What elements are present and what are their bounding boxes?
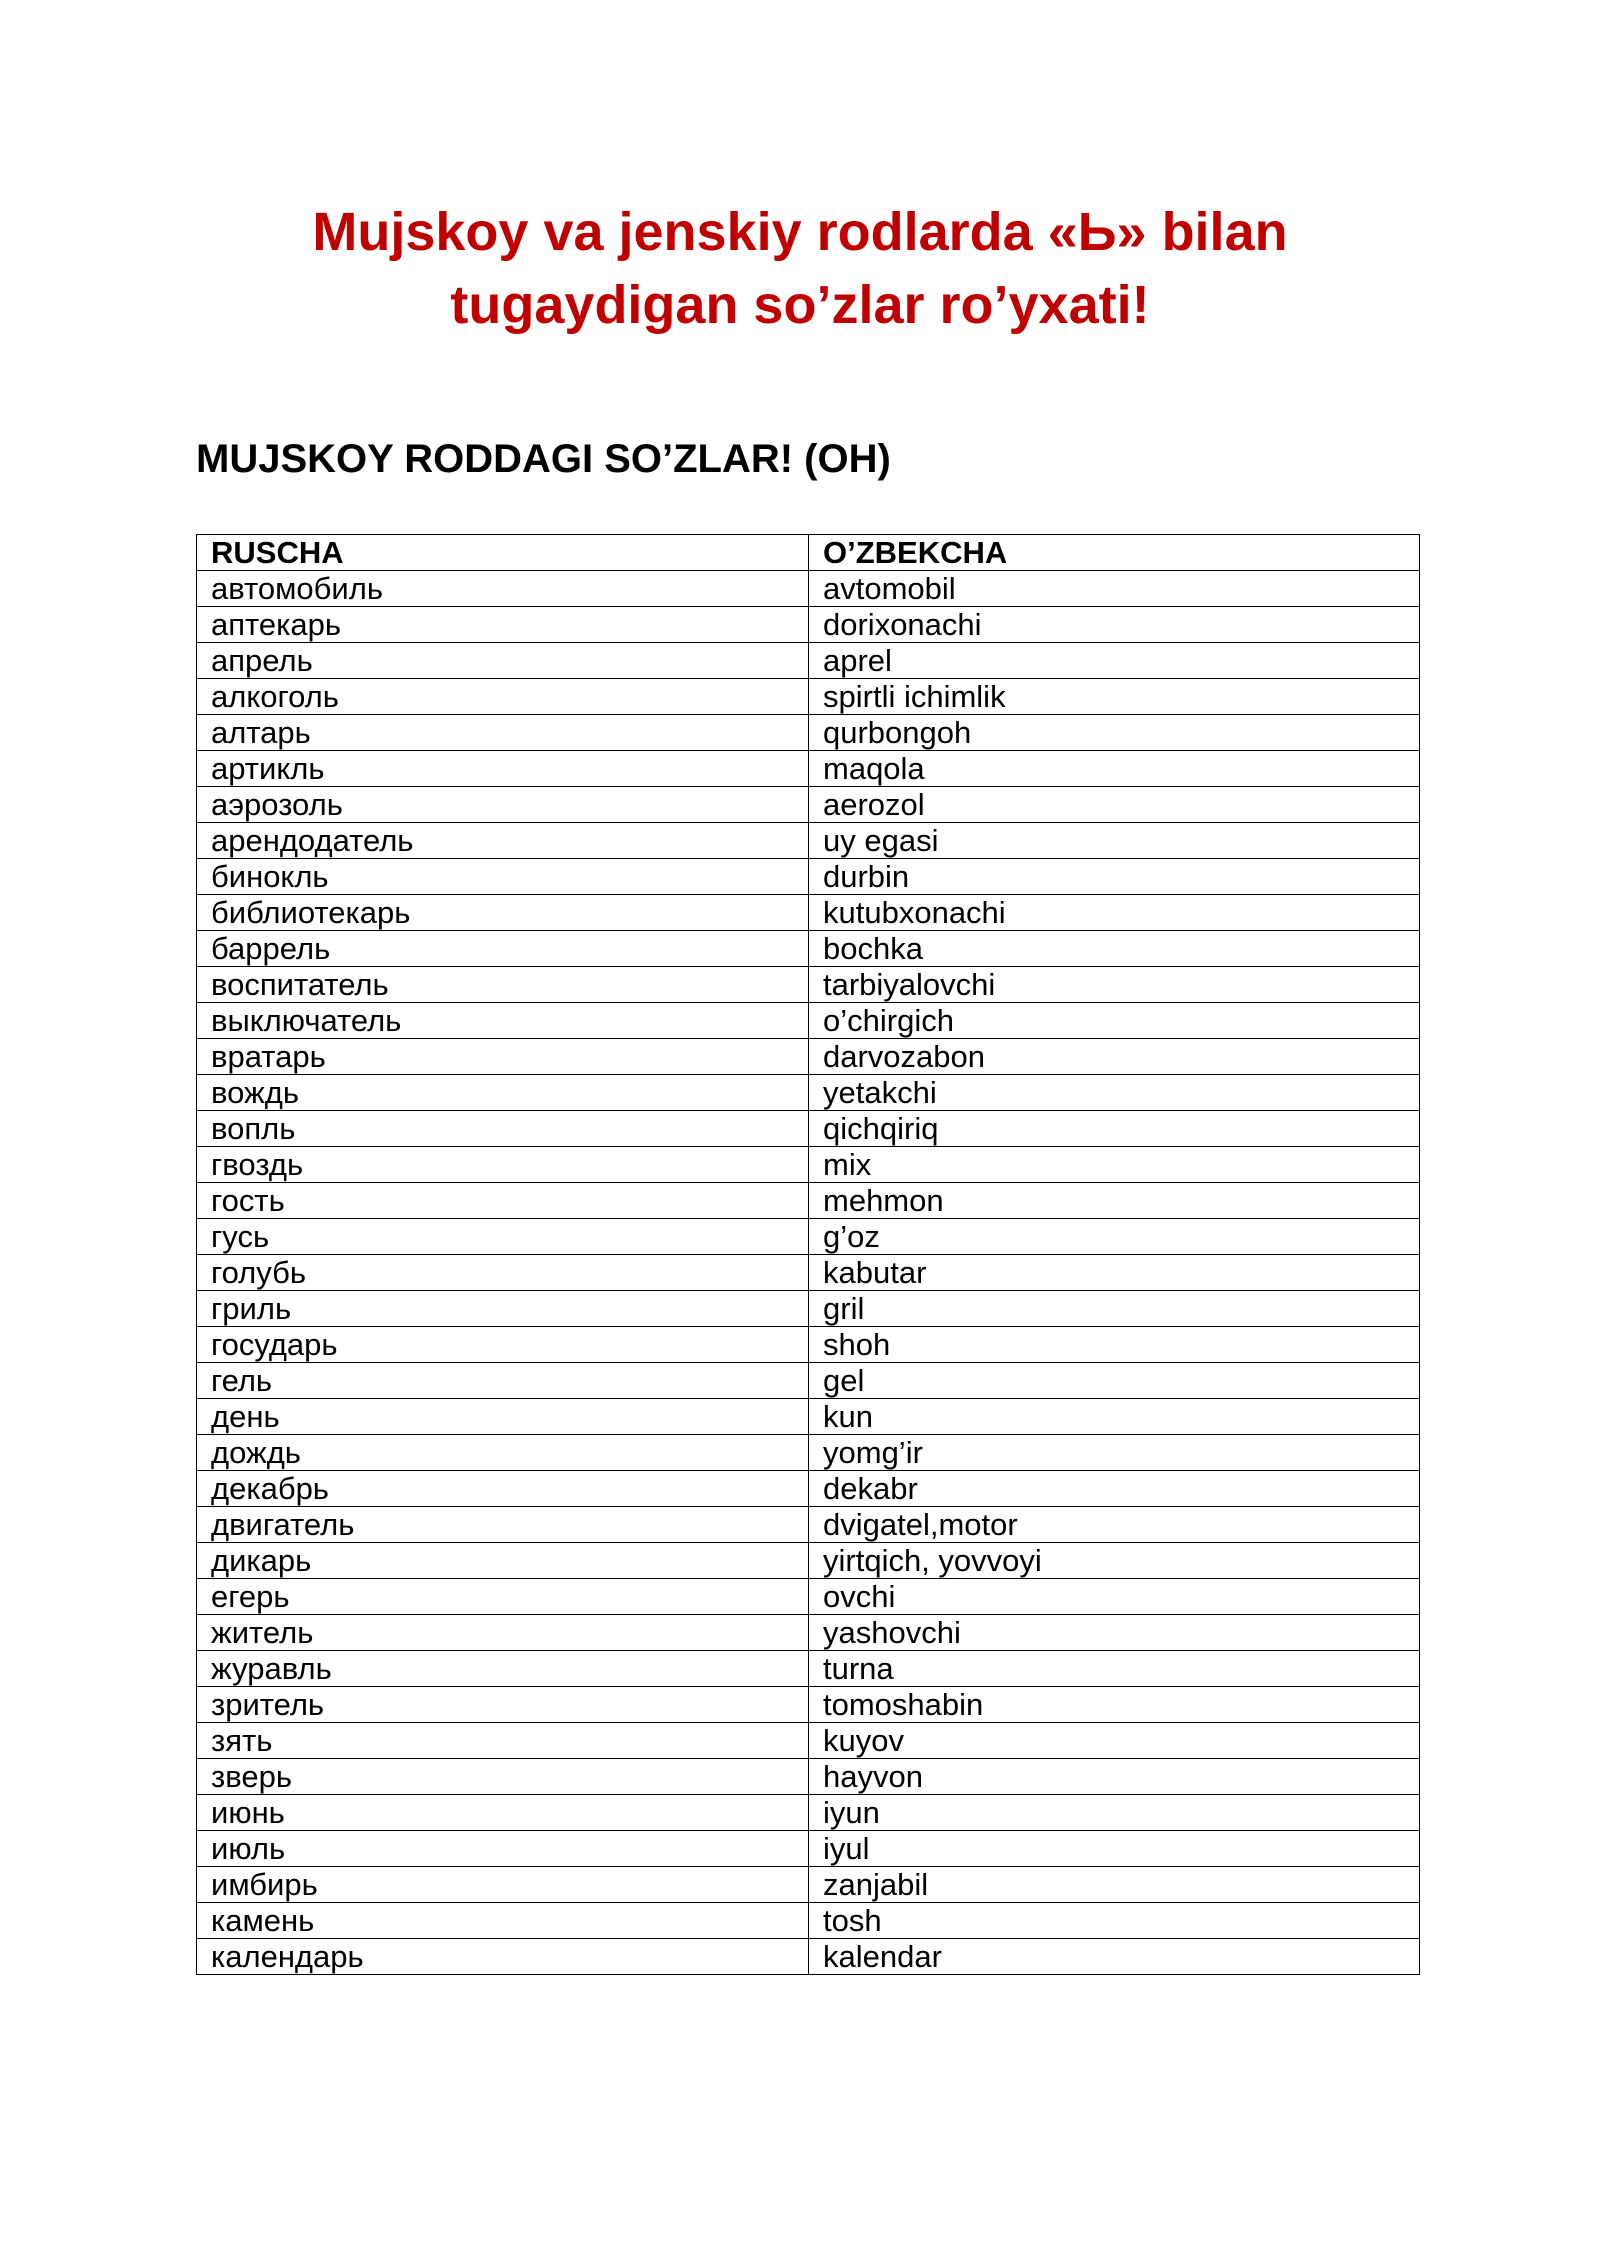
page-title	[196, 196, 1404, 342]
uzbek-word-cell: shoh	[809, 1327, 1420, 1363]
uzbek-word-cell: avtomobil	[809, 571, 1420, 607]
uzbek-word-cell: dvigatel,motor	[809, 1507, 1420, 1543]
russian-word-cell: аэрозоль	[197, 787, 809, 823]
uzbek-word-cell: yirtqich, yovvoyi	[809, 1543, 1420, 1579]
uzbek-word-cell: tomoshabin	[809, 1687, 1420, 1723]
table-row	[197, 1759, 1420, 1795]
uzbek-word-cell: maqola	[809, 751, 1420, 787]
table-row	[197, 823, 1420, 859]
uzbek-word-cell: darvozabon	[809, 1039, 1420, 1075]
russian-word-cell: дождь	[197, 1435, 809, 1471]
table-row	[197, 1291, 1420, 1327]
russian-word-cell: автомобиль	[197, 571, 809, 607]
table-row	[197, 1651, 1420, 1687]
table-row	[197, 643, 1420, 679]
table-row	[197, 1723, 1420, 1759]
table-row	[197, 1939, 1420, 1975]
uzbek-word-cell: kuyov	[809, 1723, 1420, 1759]
column-header-uzbek: O’ZBEKCHA	[809, 535, 1420, 571]
russian-word-cell: зритель	[197, 1687, 809, 1723]
title-line-2: tugaydigan so’zlar ro’yxati!	[450, 275, 1150, 335]
uzbek-word-cell: aprel	[809, 643, 1420, 679]
russian-word-cell: июнь	[197, 1795, 809, 1831]
table-row	[197, 1435, 1420, 1471]
uzbek-word-cell: o’chirgich	[809, 1003, 1420, 1039]
russian-word-cell: зверь	[197, 1759, 809, 1795]
russian-word-cell: день	[197, 1399, 809, 1435]
russian-word-cell: житель	[197, 1615, 809, 1651]
column-header-russian: RUSCHA	[197, 535, 809, 571]
uzbek-word-cell: yashovchi	[809, 1615, 1420, 1651]
title-line-1: Mujskoy va jenskiy rodlarda «Ь» bilan	[312, 202, 1288, 262]
russian-word-cell: вопль	[197, 1111, 809, 1147]
uzbek-word-cell: yetakchi	[809, 1075, 1420, 1111]
table-row	[197, 1219, 1420, 1255]
uzbek-word-cell: tarbiyalovchi	[809, 967, 1420, 1003]
russian-word-cell: аптекарь	[197, 607, 809, 643]
uzbek-word-cell: qichqiriq	[809, 1111, 1420, 1147]
russian-word-cell: гость	[197, 1183, 809, 1219]
russian-word-cell: имбирь	[197, 1867, 809, 1903]
uzbek-word-cell: spirtli ichimlik	[809, 679, 1420, 715]
table-header-row	[197, 535, 1420, 571]
table-row	[197, 1795, 1420, 1831]
word-table	[196, 534, 1420, 1975]
uzbek-word-cell: kalendar	[809, 1939, 1420, 1975]
table-row	[197, 1147, 1420, 1183]
russian-word-cell: алкоголь	[197, 679, 809, 715]
uzbek-word-cell: gril	[809, 1291, 1420, 1327]
russian-word-cell: апрель	[197, 643, 809, 679]
table-row	[197, 1255, 1420, 1291]
uzbek-word-cell: yomg’ir	[809, 1435, 1420, 1471]
uzbek-word-cell: durbin	[809, 859, 1420, 895]
russian-word-cell: вратарь	[197, 1039, 809, 1075]
uzbek-word-cell: bochka	[809, 931, 1420, 967]
table-row	[197, 967, 1420, 1003]
table-row	[197, 1867, 1420, 1903]
table-row	[197, 1183, 1420, 1219]
table-row	[197, 679, 1420, 715]
table-row	[197, 895, 1420, 931]
table-row	[197, 1003, 1420, 1039]
table-row	[197, 1579, 1420, 1615]
uzbek-word-cell: gel	[809, 1363, 1420, 1399]
russian-word-cell: двигатель	[197, 1507, 809, 1543]
table-row	[197, 1399, 1420, 1435]
table-row	[197, 1363, 1420, 1399]
uzbek-word-cell: aerozol	[809, 787, 1420, 823]
russian-word-cell: выключатель	[197, 1003, 809, 1039]
table-row	[197, 787, 1420, 823]
table-row	[197, 1327, 1420, 1363]
russian-word-cell: июль	[197, 1831, 809, 1867]
table-row	[197, 1687, 1420, 1723]
russian-word-cell: голубь	[197, 1255, 809, 1291]
russian-word-cell: журавль	[197, 1651, 809, 1687]
uzbek-word-cell: ovchi	[809, 1579, 1420, 1615]
table-row	[197, 931, 1420, 967]
table-row	[197, 1471, 1420, 1507]
uzbek-word-cell: mehmon	[809, 1183, 1420, 1219]
table-row	[197, 1615, 1420, 1651]
table-row	[197, 1903, 1420, 1939]
russian-word-cell: воспитатель	[197, 967, 809, 1003]
russian-word-cell: государь	[197, 1327, 809, 1363]
russian-word-cell: гвоздь	[197, 1147, 809, 1183]
table-row	[197, 1831, 1420, 1867]
uzbek-word-cell: dekabr	[809, 1471, 1420, 1507]
russian-word-cell: вождь	[197, 1075, 809, 1111]
uzbek-word-cell: g’oz	[809, 1219, 1420, 1255]
uzbek-word-cell: kabutar	[809, 1255, 1420, 1291]
uzbek-word-cell: dorixonachi	[809, 607, 1420, 643]
table-row	[197, 859, 1420, 895]
russian-word-cell: егерь	[197, 1579, 809, 1615]
table-row	[197, 1039, 1420, 1075]
table-row	[197, 1075, 1420, 1111]
russian-word-cell: зять	[197, 1723, 809, 1759]
table-row	[197, 751, 1420, 787]
russian-word-cell: гель	[197, 1363, 809, 1399]
uzbek-word-cell: mix	[809, 1147, 1420, 1183]
table-row	[197, 1111, 1420, 1147]
uzbek-word-cell: iyun	[809, 1795, 1420, 1831]
uzbek-word-cell: kutubxonachi	[809, 895, 1420, 931]
russian-word-cell: алтарь	[197, 715, 809, 751]
table-row	[197, 1543, 1420, 1579]
table-row	[197, 1507, 1420, 1543]
uzbek-word-cell: qurbongoh	[809, 715, 1420, 751]
section-heading: MUJSKOY RODDAGI SO’ZLAR! (OH)	[196, 437, 891, 481]
uzbek-word-cell: uy egasi	[809, 823, 1420, 859]
russian-word-cell: арендодатель	[197, 823, 809, 859]
russian-word-cell: календарь	[197, 1939, 809, 1975]
uzbek-word-cell: hayvon	[809, 1759, 1420, 1795]
table-body	[197, 571, 1420, 1975]
uzbek-word-cell: zanjabil	[809, 1867, 1420, 1903]
table-row	[197, 715, 1420, 751]
uzbek-word-cell: kun	[809, 1399, 1420, 1435]
table-row	[197, 607, 1420, 643]
russian-word-cell: бинокль	[197, 859, 809, 895]
uzbek-word-cell: turna	[809, 1651, 1420, 1687]
russian-word-cell: артикль	[197, 751, 809, 787]
uzbek-word-cell: iyul	[809, 1831, 1420, 1867]
russian-word-cell: библиотекарь	[197, 895, 809, 931]
russian-word-cell: гусь	[197, 1219, 809, 1255]
uzbek-word-cell: tosh	[809, 1903, 1420, 1939]
russian-word-cell: баррель	[197, 931, 809, 967]
table-row	[197, 571, 1420, 607]
russian-word-cell: декабрь	[197, 1471, 809, 1507]
russian-word-cell: дикарь	[197, 1543, 809, 1579]
russian-word-cell: камень	[197, 1903, 809, 1939]
russian-word-cell: гриль	[197, 1291, 809, 1327]
